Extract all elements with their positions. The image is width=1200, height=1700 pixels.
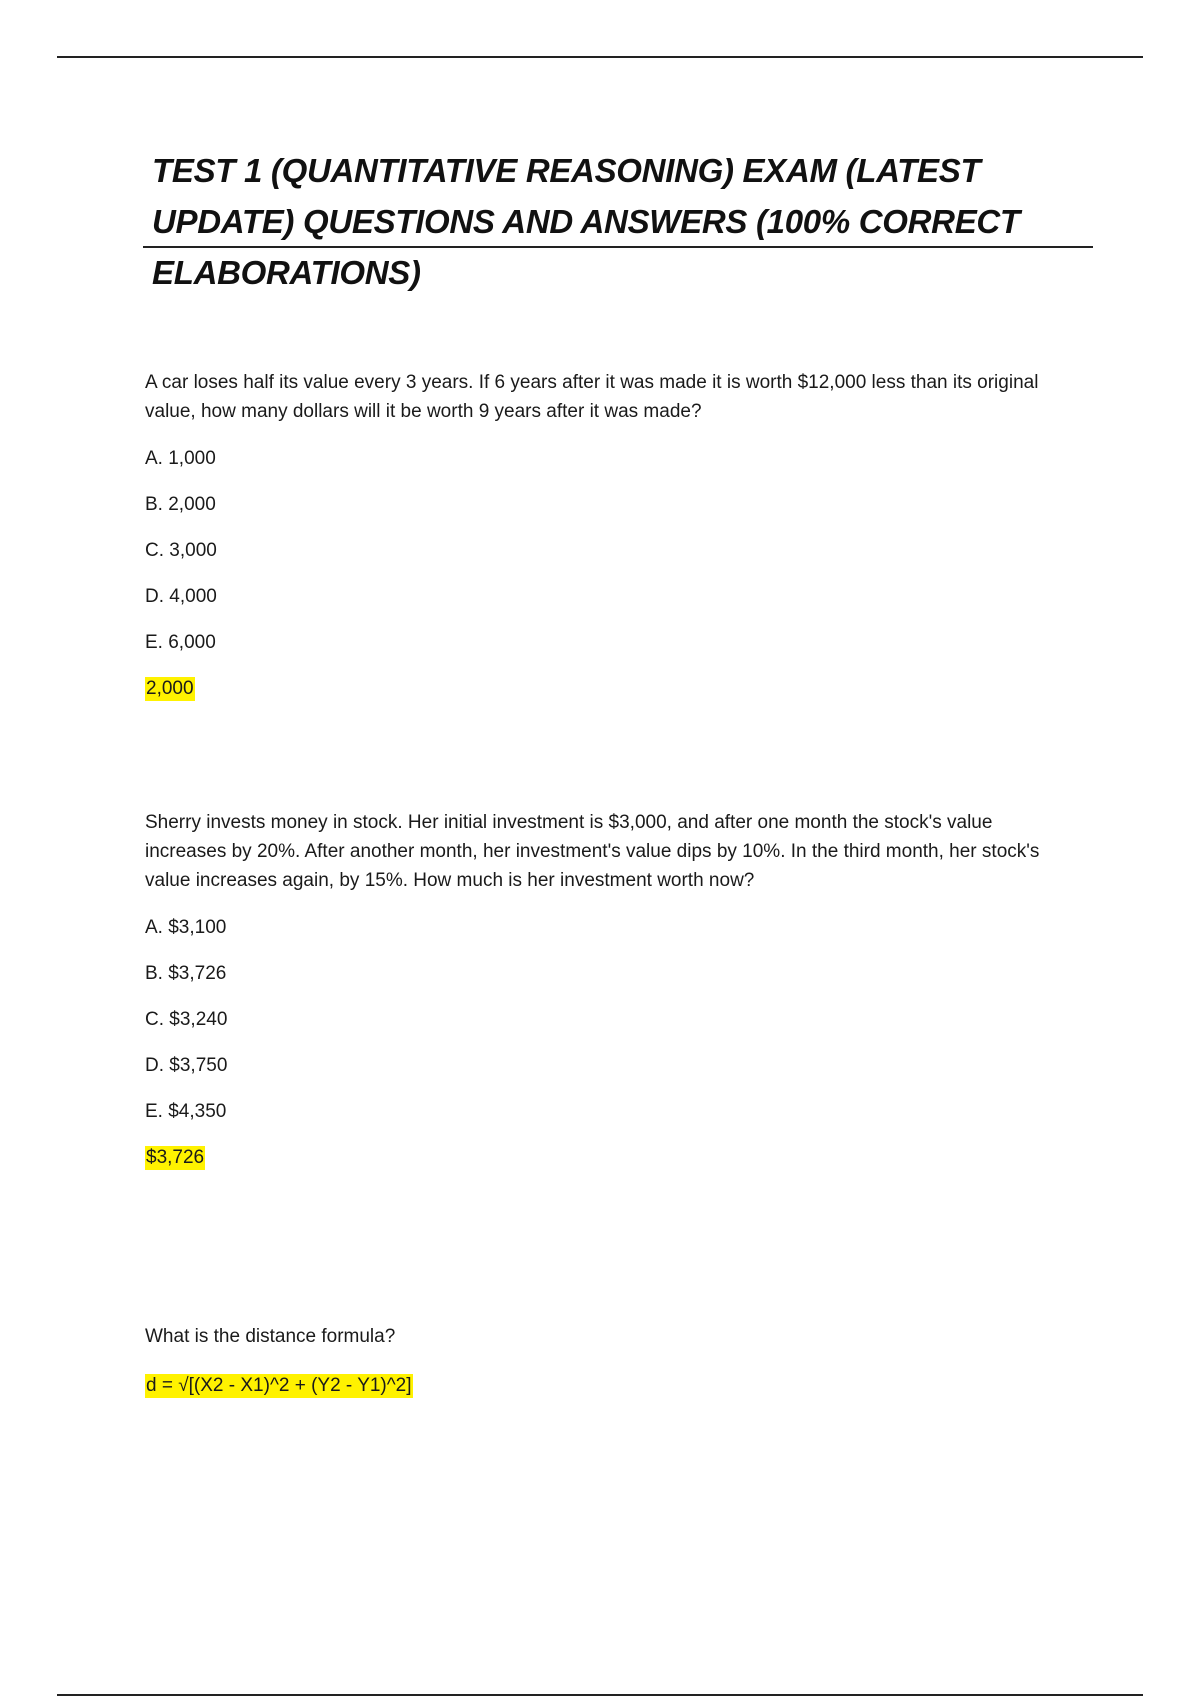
answer-row (145, 1351, 1065, 1398)
question-text: A car loses half its value every 3 years. If 6 years after it was made it is worth $12,000 less than its original value, how many dollars will it be worth 9 years after it was made? (145, 372, 1039, 422)
option-a: A. $3,100 (145, 917, 227, 938)
bottom-rule (57, 1694, 1143, 1696)
question-text: What is the distance formula? (145, 1326, 396, 1347)
question-text: Sherry invests money in stock. Her initial investment is $3,000, and after one month the stock's value increases by 20%. After another month, her investment's value dips by 10%. In the third month, her stock's value increases again, by 15%. How much is her investment worth now? (145, 812, 1040, 891)
option-e: E. $4,350 (145, 1101, 227, 1122)
option-b: B. $3,726 (145, 963, 227, 984)
option-d: D. $3,750 (145, 1055, 228, 1076)
option-c: C. 3,000 (145, 540, 217, 561)
question-1 (145, 368, 1065, 701)
option-d: D. 4,000 (145, 586, 217, 607)
highlighted-answer: 2,000 (146, 678, 194, 699)
answer-row (145, 654, 1065, 701)
top-rule (57, 56, 1143, 58)
highlighted-answer: $3,726 (146, 1147, 205, 1168)
question-3 (145, 1322, 1065, 1398)
option-list (145, 426, 1065, 654)
option-b: B. 2,000 (145, 494, 216, 515)
option-a: A. 1,000 (145, 448, 216, 469)
answer-row (145, 1123, 1065, 1170)
question-2 (145, 808, 1065, 1170)
highlighted-answer: d = √[(X2 - X1)^2 + (Y2 - Y1)^2] (146, 1375, 412, 1396)
option-c: C. $3,240 (145, 1009, 228, 1030)
option-e: E. 6,000 (145, 632, 216, 653)
option-list (145, 895, 1065, 1123)
document-title: TEST 1 (QUANTITATIVE REASONING) EXAM (LATEST UPDATE) QUESTIONS AND ANSWERS (100% CORRECT ELABORATIONS) (152, 152, 1020, 291)
title-underline (143, 246, 1093, 248)
